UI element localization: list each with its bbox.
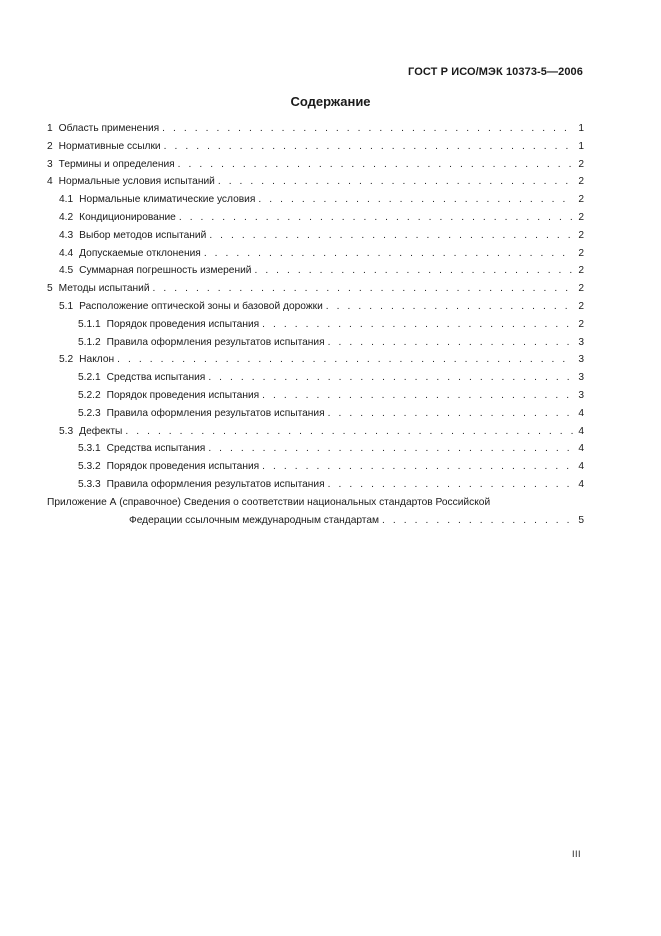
toc-section-number: 5.2.1 — [78, 372, 101, 384]
toc-entry[interactable] — [47, 334, 584, 352]
toc-section-title: Средства испытания — [106, 372, 206, 384]
toc-section-title: Порядок проведения испытания — [106, 318, 260, 330]
leader-dots — [254, 262, 573, 280]
toc-section-number: 4.1 — [59, 194, 74, 206]
toc-section-number: 4.2 — [59, 211, 74, 223]
toc-section-number: 2 — [47, 140, 53, 152]
leader-dots — [162, 120, 573, 138]
toc-entry[interactable] — [47, 191, 584, 209]
toc-section-title: Кондиционирование — [79, 211, 176, 223]
leader-dots — [328, 476, 573, 494]
toc-section-number: 5.1.2 — [78, 336, 101, 348]
toc-entry[interactable] — [47, 173, 584, 191]
toc-section-title: Правила оформления результатов испытания — [106, 336, 325, 348]
toc-page-number: 2 — [578, 229, 584, 241]
toc-section-title: Правила оформления результатов испытания — [106, 407, 325, 419]
toc-section-number: 5.3.1 — [78, 443, 101, 455]
leader-dots — [117, 351, 573, 369]
toc-section-number: 5.3.2 — [78, 461, 101, 473]
toc-section-title: Расположение оптической зоны и базовой дорожки — [79, 300, 323, 312]
leader-dots — [258, 191, 573, 209]
toc-entry[interactable] — [47, 387, 584, 405]
toc-page-number: 2 — [578, 176, 584, 188]
toc-section-number: 5.3 — [59, 425, 74, 437]
toc-entry[interactable] — [47, 209, 584, 227]
toc-page-number: 3 — [578, 336, 584, 348]
leader-dots — [164, 138, 573, 156]
toc-page-number: 2 — [578, 194, 584, 206]
toc-section-number: 5.2.2 — [78, 389, 101, 401]
leader-dots — [208, 369, 573, 387]
toc-page-number: 2 — [578, 265, 584, 277]
toc-page-number: 2 — [578, 318, 584, 330]
toc-page-number: 4 — [578, 461, 584, 473]
toc-page-number: 2 — [578, 211, 584, 223]
toc-page-number: 3 — [578, 372, 584, 384]
toc-section-title: Порядок проведения испытания — [106, 389, 260, 401]
leader-dots — [328, 334, 573, 352]
toc-page-number: 4 — [578, 443, 584, 455]
toc-section-number: 5.2.3 — [78, 407, 101, 419]
toc-section-title: Средства испытания — [106, 443, 206, 455]
toc-section-number: 5.1.1 — [78, 318, 101, 330]
toc-section-number: 5.3.3 — [78, 478, 101, 490]
toc-section-title: Нормальные климатические условия — [79, 194, 256, 206]
toc-entry-appendix-a[interactable] — [47, 494, 584, 530]
leader-dots — [262, 387, 573, 405]
toc-page-number: 1 — [578, 123, 584, 134]
toc-entry[interactable] — [47, 120, 584, 138]
leader-dots — [218, 173, 573, 191]
toc-section-title: Дефекты — [79, 425, 123, 437]
toc-page-number: 4 — [578, 425, 584, 437]
toc-page-number: 2 — [578, 300, 584, 312]
appendix-title-line1: Приложение А (справочное) Сведения о соответствии национальных стандартов Российской — [47, 496, 491, 508]
leader-dots — [262, 316, 573, 334]
toc-page-number: 3 — [578, 354, 584, 366]
leader-dots — [125, 423, 573, 441]
toc-section-title: Правила оформления результатов испытания — [106, 478, 325, 490]
toc-page-number: 2 — [578, 283, 584, 295]
toc-section-title: Термины и определения — [58, 158, 175, 170]
toc-section-title: Суммарная погрешность измерений — [79, 265, 252, 277]
toc-section-number: 5.1 — [59, 300, 74, 312]
leader-dots — [153, 280, 573, 298]
leader-dots — [382, 512, 573, 530]
toc-entry[interactable] — [47, 476, 584, 494]
toc-section-title: Методы испытаний — [58, 283, 150, 295]
toc-entry[interactable] — [47, 280, 584, 298]
toc-section-title: Порядок проведения испытания — [106, 461, 260, 473]
toc-entry[interactable] — [47, 138, 584, 156]
toc-section-number: 4.4 — [59, 247, 74, 259]
appendix-title-line2: Федерации ссылочным международным стандартам — [129, 514, 380, 526]
table-of-contents — [47, 120, 584, 529]
toc-entry[interactable] — [47, 298, 584, 316]
toc-section-number: 1 — [47, 123, 53, 134]
toc-entry[interactable] — [47, 458, 584, 476]
leader-dots — [204, 245, 573, 263]
toc-section-number: 3 — [47, 158, 53, 170]
leader-dots — [209, 227, 573, 245]
toc-entry[interactable] — [47, 440, 584, 458]
leader-dots — [326, 298, 573, 316]
toc-entry[interactable] — [47, 351, 584, 369]
toc-section-title: Область применения — [58, 123, 160, 134]
toc-entry[interactable] — [47, 227, 584, 245]
toc-page-number: 2 — [578, 247, 584, 259]
toc-entry[interactable] — [47, 156, 584, 174]
leader-dots — [179, 209, 573, 227]
toc-section-title: Допускаемые отклонения — [79, 247, 201, 259]
toc-section-title: Выбор методов испытаний — [79, 229, 207, 241]
leader-dots — [328, 405, 573, 423]
toc-section-number: 4.3 — [59, 229, 74, 241]
page-number: III — [571, 849, 581, 859]
toc-section-number: 4 — [47, 176, 53, 188]
toc-entry[interactable] — [47, 405, 584, 423]
standard-designation: ГОСТ Р ИСО/МЭК 10373-5—2006 — [408, 66, 583, 78]
toc-entry[interactable] — [47, 316, 584, 334]
toc-section-title: Нормативные ссылки — [58, 140, 161, 152]
toc-page-number: 4 — [578, 407, 584, 419]
leader-dots — [262, 458, 573, 476]
toc-page-number: 3 — [578, 389, 584, 401]
toc-section-number: 5.2 — [59, 354, 74, 366]
toc-page-number: 4 — [578, 478, 584, 490]
toc-entry[interactable] — [47, 369, 584, 387]
toc-entry[interactable] — [47, 423, 584, 441]
toc-section-number: 5 — [47, 283, 53, 295]
toc-entry[interactable] — [47, 262, 584, 280]
toc-entry[interactable] — [47, 245, 584, 263]
toc-section-title: Нормальные условия испытаний — [58, 176, 215, 188]
leader-dots — [178, 156, 573, 174]
toc-section-title: Наклон — [79, 354, 115, 366]
page-title: Содержание — [290, 94, 371, 109]
leader-dots — [208, 440, 573, 458]
toc-page-number: 1 — [578, 140, 584, 152]
toc-page-number: 5 — [578, 514, 584, 526]
toc-page-number: 2 — [578, 158, 584, 170]
toc-section-number: 4.5 — [59, 265, 74, 277]
